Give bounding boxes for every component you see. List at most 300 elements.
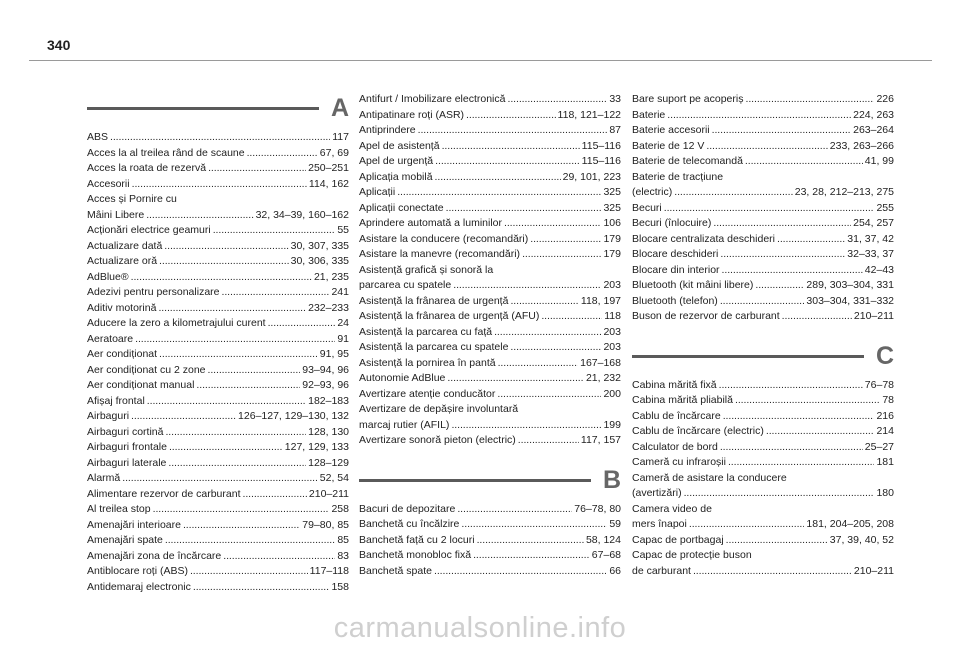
index-entry-pages: 24 (337, 317, 349, 329)
index-entry (87, 254, 349, 270)
index-entry-term: Asistență la frânarea de urgență (AFU) (359, 310, 540, 322)
index-entry-pages: 92–93, 96 (302, 379, 349, 391)
index-entry (359, 108, 621, 124)
dot-leader (667, 108, 851, 124)
dot-leader (745, 154, 863, 170)
index-entry-term: Antiprindere (359, 124, 416, 136)
index-entry (632, 108, 894, 124)
dot-leader (494, 325, 601, 341)
index-entry (87, 549, 349, 565)
dot-leader (473, 548, 590, 564)
index-entry (632, 440, 894, 456)
index-entry-pages: 117, 157 (580, 434, 621, 446)
index-entry-term: Acționări electrice geamuri (87, 224, 211, 236)
index-entry-prefix: Camera video de (632, 502, 712, 515)
dot-leader (132, 177, 307, 193)
watermark: carmanualsonline.info (333, 612, 627, 644)
index-entry-term: Airbaguri (87, 410, 130, 422)
index-entry-pages: 52, 54 (319, 472, 349, 484)
dot-leader (693, 564, 852, 580)
section-letter: A (330, 94, 349, 122)
index-entry-term: Antipatinare roți (ASR) (359, 108, 465, 121)
index-entry-term: Bare suport pe acoperiș (632, 93, 744, 105)
dot-leader (223, 549, 335, 565)
dot-leader (745, 92, 874, 108)
index-entry-term: Banchetă cu încălzire (359, 518, 460, 530)
dot-leader (497, 387, 601, 403)
index-entry-term: Aplicații (359, 186, 396, 198)
index-entry-pages: 32, 34–39, 160–162 (255, 208, 349, 221)
dot-leader (498, 356, 579, 372)
index-entry-pages: 127, 129, 133 (284, 441, 349, 453)
index-entry (87, 564, 349, 580)
index-entry-pages: 128, 130 (308, 425, 349, 438)
index-entry-pages: 181, 204–205, 208 (806, 518, 894, 530)
dot-leader (477, 533, 584, 549)
dot-leader (530, 232, 601, 248)
section-divider (87, 107, 319, 110)
index-entry-pages: 93–94, 96 (302, 363, 349, 376)
dot-leader (518, 433, 579, 449)
dot-leader (135, 332, 335, 348)
page-rule (29, 60, 932, 61)
dot-leader (110, 130, 330, 146)
index-entry (359, 201, 621, 217)
index-entry (87, 394, 349, 410)
index-entry-prefix: Avertizare de depășire involuntară (359, 403, 519, 415)
index-entry-pages: 41, 99 (864, 155, 894, 167)
index-entry (359, 278, 621, 294)
index-entry-term: Cablu de încărcare (632, 409, 721, 422)
index-entry-term: Becuri (632, 201, 662, 214)
index-entry (87, 363, 349, 379)
index-entry-term: (electric) (632, 186, 673, 198)
index-entry (632, 92, 894, 108)
index-entry-pages: 181 (876, 456, 894, 468)
index-entry (359, 170, 621, 186)
dot-leader (782, 309, 852, 325)
index-entry (632, 424, 894, 440)
dot-leader (447, 371, 584, 387)
index-entry-term: Baterie accesorii (632, 124, 710, 136)
dot-leader (122, 471, 318, 487)
dot-leader (674, 185, 792, 201)
index-entry-pages: 114, 162 (308, 177, 349, 190)
dot-leader (268, 316, 336, 332)
index-entry-pages: 258 (331, 503, 349, 515)
index-entry-pages: 118 (604, 310, 621, 322)
dot-leader (442, 139, 580, 155)
index-entry-pages: 226 (876, 93, 894, 105)
index-entry-term: de carburant (632, 564, 691, 577)
section-letter: B (602, 465, 621, 494)
index-entry-term: Accesorii (87, 177, 130, 190)
dot-leader (712, 123, 851, 139)
index-entry (359, 548, 621, 564)
dot-leader (208, 363, 301, 379)
index-entry-prefix: Acces și Pornire cu (87, 193, 177, 205)
index-entry-term: ABS (87, 131, 109, 143)
index-entry (359, 325, 621, 341)
dot-leader (168, 456, 306, 472)
index-entry (87, 332, 349, 348)
index-entry-term: Autonomie AdBlue (359, 372, 446, 384)
index-list-c (632, 378, 894, 580)
index-entry-pages: 78 (882, 394, 894, 406)
index-entry-pages: 203 (603, 341, 621, 353)
dot-leader (146, 208, 253, 224)
index-entry (359, 309, 621, 325)
index-entry-pages: 210–211 (853, 564, 894, 577)
index-entry (87, 270, 349, 286)
index-entry-pages: 66 (609, 564, 621, 577)
dot-leader (169, 440, 283, 456)
index-entry-term: Asistență la frânarea de urgență (359, 294, 509, 307)
index-entry-pages: 23, 28, 212–213, 275 (794, 186, 894, 198)
dot-leader (507, 92, 607, 108)
index-entry (359, 92, 621, 108)
index-entry-pages: 30, 306, 335 (290, 255, 349, 267)
dot-leader (522, 247, 601, 263)
section-letter: C (875, 341, 894, 370)
index-entry (87, 378, 349, 394)
index-entry (359, 533, 621, 549)
index-entry-pages: 32–33, 37 (847, 248, 894, 260)
index-entry-pages: 179 (603, 232, 621, 245)
index-entry (359, 139, 621, 155)
index-list-b-continued (632, 92, 894, 325)
dot-leader (466, 108, 556, 124)
index-entry (632, 393, 894, 409)
index-entry-pages: 325 (603, 186, 621, 198)
index-entry-term: Asistență la parcarea cu spatele (359, 341, 509, 353)
index-entry (87, 409, 349, 425)
index-entry (359, 123, 621, 139)
index-entry-term: Aplicații conectate (359, 201, 444, 214)
index-entry-pages: 210–211 (853, 310, 894, 322)
index-entry-pages: 118, 197 (580, 294, 621, 307)
dot-leader (504, 216, 601, 232)
index-entry (632, 378, 894, 394)
index-entry-pages: 67, 69 (319, 146, 349, 159)
index-entry (359, 356, 621, 372)
index-entry-pages: 83 (337, 549, 349, 562)
index-entry-term: Aducere la zero a kilometrajului curent (87, 317, 266, 329)
index-entry-term: Airbaguri laterale (87, 456, 167, 469)
index-entry-pages: 91, 95 (319, 348, 349, 360)
section-header-c (632, 340, 894, 378)
index-entry-term: Bacuri de depozitare (359, 502, 456, 515)
index-entry (632, 455, 894, 471)
section-header-a (87, 92, 349, 130)
index-entry-term: Asistență la parcarea cu față (359, 325, 493, 338)
index-entry (359, 340, 621, 356)
index-entry-term: Baterie de 12 V (632, 139, 705, 152)
section-divider (632, 355, 864, 358)
dot-leader (196, 378, 300, 394)
index-entry-pages: 263–264 (853, 124, 894, 136)
index-entry-term: Calculator de bord (632, 440, 718, 453)
dot-leader (510, 294, 578, 310)
dot-leader (689, 517, 805, 533)
index-entry-term: Blocare deschideri (632, 248, 719, 260)
index-entry-term: Becuri (înlocuire) (632, 217, 712, 229)
index-entry (87, 177, 349, 193)
index-entry-pages: 210–211 (308, 487, 349, 500)
index-entry-pages: 117–118 (309, 565, 349, 577)
index-entry (87, 239, 349, 255)
index-entry-pages: 76–78, 80 (574, 502, 621, 515)
index-entry (632, 533, 894, 549)
index-entry-pages: 203 (603, 279, 621, 291)
dot-leader (222, 285, 330, 301)
dot-leader (208, 161, 306, 177)
index-entry (632, 185, 894, 201)
index-entry-prefix: Capac de protecție buson (632, 549, 752, 561)
dot-leader (158, 301, 306, 317)
index-entry-term: Aplicația mobilă (359, 170, 433, 183)
index-entry (87, 518, 349, 534)
index-entry (87, 487, 349, 503)
index-entry-term: Cabina mărită fixă (632, 378, 717, 391)
index-entry-term: Baterie de telecomandă (632, 155, 743, 167)
index-entry (87, 285, 349, 301)
index-entry (87, 146, 349, 162)
index-entry-pages: 30, 307, 335 (290, 239, 349, 252)
dot-leader (684, 486, 875, 502)
page-number: 340 (47, 37, 71, 53)
index-entry-term: Amenajări zona de încărcare (87, 549, 222, 562)
index-entry (87, 130, 349, 146)
index-entry-term: Aer condiționat manual (87, 379, 195, 391)
index-entry-term: Banchetă spate (359, 564, 432, 577)
index-entry-prefix: Baterie de tracțiune (632, 170, 724, 183)
index-entry-pages: 200 (603, 387, 621, 400)
index-entry-pages: 59 (609, 518, 621, 530)
index-entry (359, 418, 621, 434)
dot-leader (435, 154, 580, 170)
index-entry-pages: 158 (331, 580, 349, 593)
dot-leader (435, 170, 561, 186)
index-entry-pages: 106 (603, 217, 621, 229)
index-entry (632, 564, 894, 580)
dot-leader (453, 278, 601, 294)
dot-leader (193, 580, 330, 596)
index-entry (359, 232, 621, 248)
index-entry-term: Capac de portbagaj (632, 533, 724, 546)
index-entry-term: parcarea cu spatele (359, 279, 452, 291)
index-entry-term: Antidemaraj electronic (87, 580, 191, 593)
dot-leader (451, 418, 601, 434)
index-entry-pages: 67–68 (591, 549, 621, 561)
index-entry (87, 456, 349, 472)
index-entry-term: Asistență la pornirea în pantă (359, 356, 496, 369)
index-entry-pages: 254, 257 (853, 217, 894, 229)
dot-leader (159, 347, 318, 363)
index-entry-pages: 85 (337, 534, 349, 546)
index-entry-term: Airbaguri cortină (87, 425, 164, 438)
index-entry-pages: 233, 263–266 (829, 139, 894, 152)
index-entry-term: Cabina mărită pliabilă (632, 394, 733, 406)
index-entry-term: Asistare la manevre (recomandări) (359, 248, 521, 260)
index-entry-term: Aditiv motorină (87, 301, 157, 314)
dot-leader (755, 278, 804, 294)
index-entry (359, 294, 621, 310)
index-entry (632, 278, 894, 294)
index-entry-term: Apel de urgență (359, 155, 434, 167)
dot-leader (434, 564, 607, 580)
index-entry-pages: 42–43 (864, 263, 894, 276)
index-entry-pages: 289, 303–304, 331 (806, 279, 894, 291)
index-entry-pages: 214 (876, 425, 894, 437)
dot-leader (766, 424, 875, 440)
index-entry (632, 139, 894, 155)
dot-leader (723, 409, 875, 425)
index-entry (359, 502, 621, 518)
index-entry-pages: 232–233 (308, 301, 349, 314)
index-entry-term: Aprindere automată a luminilor (359, 217, 502, 229)
index-entry-term: Aeratoare (87, 332, 134, 345)
index-entry-pages: 21, 232 (585, 372, 621, 384)
index-entry-term: Acces la roata de rezervă (87, 162, 207, 174)
dot-leader (510, 340, 601, 356)
index-entry (632, 486, 894, 502)
index-entry (87, 301, 349, 317)
index-entry-term: Afișaj frontal (87, 394, 145, 407)
index-entry-pages: 250–251 (308, 162, 349, 174)
index-list-a (87, 130, 349, 595)
index-entry (87, 161, 349, 177)
index-entry-term: Buson de rezervor de carburant (632, 310, 780, 322)
index-entry-pages: 115–116 (581, 155, 621, 167)
index-entry-term: Cameră cu infraroșii (632, 456, 726, 468)
dot-leader (243, 487, 307, 503)
dot-leader (147, 394, 306, 410)
index-entry (632, 154, 894, 170)
dot-leader (777, 232, 845, 248)
index-entry (359, 517, 621, 533)
index-entry-term: Aer condiționat cu 2 zone (87, 363, 206, 376)
index-column-3 (632, 92, 894, 579)
dot-leader (213, 223, 336, 239)
index-entry-term: Actualizare oră (87, 255, 158, 267)
index-entry (632, 409, 894, 425)
index-entry-prefix: Asistență grafică și sonoră la (359, 263, 494, 276)
index-entry-term: marcaj rutier (AFIL) (359, 418, 450, 431)
index-column-2 (359, 92, 621, 579)
index-entry-pages: 87 (609, 124, 621, 136)
index-entry (87, 471, 349, 487)
dot-leader (722, 263, 863, 279)
index-entry-pages: 182–183 (308, 394, 349, 407)
dot-leader (164, 239, 288, 255)
index-entry-term: mers înapoi (632, 518, 687, 530)
dot-leader (719, 378, 863, 394)
index-entry (359, 185, 621, 201)
dot-leader (131, 270, 312, 286)
dot-leader (728, 455, 875, 471)
index-entry-pages: 91 (337, 332, 349, 345)
dot-leader (664, 201, 875, 217)
index-entry-pages: 128–129 (308, 456, 349, 469)
index-entry-pages: 58, 124 (585, 533, 621, 546)
dot-leader (190, 564, 308, 580)
index-entry-pages: 167–168 (580, 356, 621, 369)
index-entry-pages: 180 (876, 487, 894, 499)
index-entry (359, 154, 621, 170)
dot-leader (183, 518, 300, 534)
index-entry-pages: 29, 101, 223 (562, 170, 621, 183)
index-entry-pages: 224, 263 (853, 108, 894, 121)
index-entry-pages: 31, 37, 42 (847, 232, 894, 245)
dot-leader (446, 201, 602, 217)
section-header-b (359, 464, 621, 502)
index-entry-term: Baterie (632, 108, 666, 121)
index-entry (632, 517, 894, 533)
index-entry-term: Avertizare atenție conducător (359, 387, 496, 400)
dot-leader (397, 185, 601, 201)
index-entry (87, 502, 349, 518)
index-entry-term: Antifurt / Imobilizare electronică (359, 93, 506, 105)
index-entry-term: Bluetooth (telefon) (632, 294, 718, 307)
dot-leader (720, 440, 863, 456)
index-entry (87, 440, 349, 456)
index-entry (359, 564, 621, 580)
index-entry (87, 223, 349, 239)
index-entry-pages: 241 (331, 286, 349, 298)
index-entry-term: Banchetă monobloc fixă (359, 549, 472, 561)
index-entry-pages: 76–78 (864, 378, 894, 391)
index-entry-pages: 179 (603, 248, 621, 260)
index-entry (632, 294, 894, 310)
index-entry-term: Blocare centralizata deschideri (632, 232, 775, 245)
index-entry-term: Asistare la conducere (recomandări) (359, 232, 529, 245)
index-entry-term: Mâini Libere (87, 208, 145, 221)
index-entry-pages: 79–80, 85 (302, 518, 349, 531)
index-entry-pages: 199 (603, 418, 621, 431)
index-entry-term: AdBlue® (87, 270, 129, 283)
index-entry (87, 208, 349, 224)
dot-leader (159, 254, 289, 270)
index-entry (632, 263, 894, 279)
index-entry-term: Bluetooth (kit mâini libere) (632, 279, 754, 291)
index-entry-pages: 216 (876, 409, 894, 422)
index-entry-pages: 303–304, 331–332 (806, 294, 894, 307)
index-entry (87, 316, 349, 332)
index-entry-pages: 126–127, 129–130, 132 (238, 410, 349, 422)
index-entry-term: Cablu de încărcare (electric) (632, 425, 764, 437)
index-entry (359, 387, 621, 403)
index-entry-term: Acces la al treilea rând de scaune (87, 146, 245, 159)
index-entry (359, 371, 621, 387)
index-entry-pages: 115–116 (581, 139, 621, 152)
index-entry (87, 347, 349, 363)
dot-leader (247, 146, 318, 162)
index-entry (632, 232, 894, 248)
index-entry-pages: 37, 39, 40, 52 (829, 533, 894, 546)
dot-leader (713, 216, 851, 232)
index-entry-pages: 117 (332, 131, 349, 143)
dot-leader (720, 247, 845, 263)
index-entry-term: Al treilea stop (87, 503, 151, 515)
index-entry-pages: 21, 235 (313, 270, 349, 283)
index-entry (632, 216, 894, 232)
dot-leader (153, 502, 330, 518)
index-entry (87, 580, 349, 596)
index-entry-term: (avertizări) (632, 487, 682, 499)
index-entry-term: Blocare din interior (632, 263, 720, 276)
dot-leader (706, 139, 827, 155)
